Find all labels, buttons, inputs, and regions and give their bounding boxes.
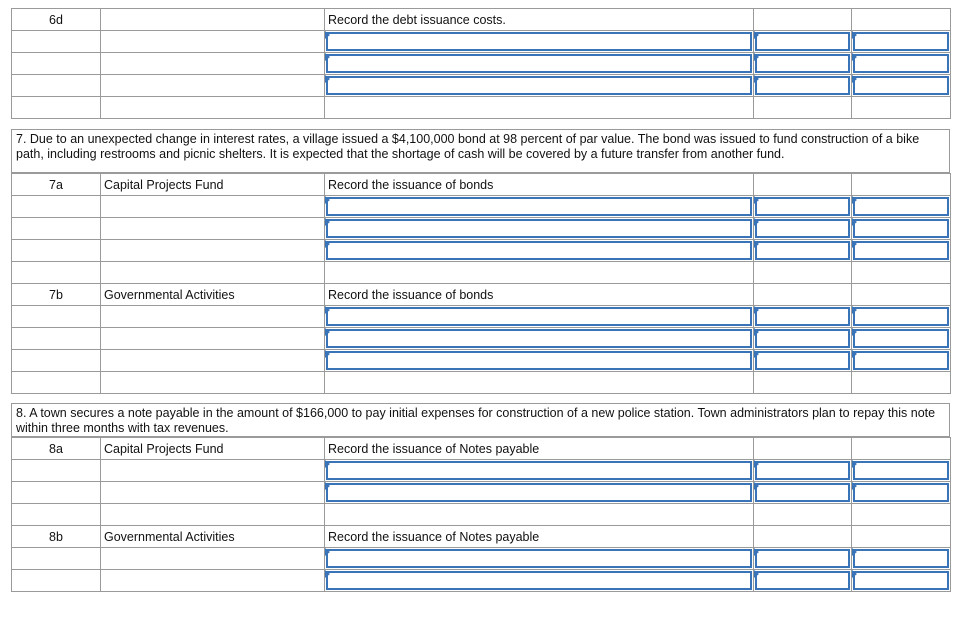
blank-cell: [12, 372, 101, 394]
dropdown-marker-icon: [754, 240, 759, 248]
dropdown-marker-icon: [754, 460, 759, 468]
dropdown-marker-icon: [754, 548, 759, 556]
credit-input[interactable]: [852, 482, 951, 504]
blank-cell: [12, 306, 101, 328]
blank-cell: [101, 504, 325, 526]
dropdown-marker-icon: [325, 460, 330, 468]
dropdown-marker-icon: [325, 350, 330, 358]
blank-cell: [12, 504, 101, 526]
fund-name: Capital Projects Fund: [101, 174, 325, 196]
blank-cell: [101, 262, 325, 284]
dropdown-marker-icon: [754, 570, 759, 578]
dropdown-marker-icon: [852, 53, 857, 61]
dropdown-marker-icon: [754, 306, 759, 314]
blank-cell: [852, 504, 951, 526]
dropdown-marker-icon: [754, 328, 759, 336]
dropdown-marker-icon: [325, 218, 330, 226]
blank-cell: [852, 284, 951, 306]
credit-input[interactable]: [852, 75, 951, 97]
debit-input[interactable]: [754, 548, 852, 570]
blank-cell: [12, 460, 101, 482]
credit-input[interactable]: [852, 570, 951, 592]
account-input[interactable]: [325, 218, 754, 240]
account-input[interactable]: [325, 570, 754, 592]
debit-input[interactable]: [754, 196, 852, 218]
entry-description: Record the issuance of Notes payable: [325, 438, 754, 460]
credit-input[interactable]: [852, 350, 951, 372]
dropdown-marker-icon: [754, 53, 759, 61]
account-input[interactable]: [325, 328, 754, 350]
blank-cell: [101, 196, 325, 218]
table-row: [12, 328, 951, 350]
blank-cell: [101, 306, 325, 328]
blank-cell: [12, 350, 101, 372]
blank-cell: [754, 372, 852, 394]
blank-cell: [12, 328, 101, 350]
dropdown-marker-icon: [852, 196, 857, 204]
dropdown-marker-icon: [754, 218, 759, 226]
debit-input[interactable]: [754, 570, 852, 592]
debit-input[interactable]: [754, 53, 852, 75]
dropdown-marker-icon: [754, 196, 759, 204]
blank-cell: [101, 31, 325, 53]
blank-cell: [325, 372, 754, 394]
debit-input[interactable]: [754, 328, 852, 350]
blank-cell: [852, 97, 951, 119]
table-row: [12, 504, 951, 526]
table-row: [12, 53, 951, 75]
blank-cell: [101, 97, 325, 119]
table-row: [12, 218, 951, 240]
table-row: [12, 548, 951, 570]
credit-input[interactable]: [852, 218, 951, 240]
dropdown-marker-icon: [325, 31, 330, 39]
account-input[interactable]: [325, 306, 754, 328]
table-row: [12, 526, 951, 548]
table-row: [12, 372, 951, 394]
blank-cell: [101, 482, 325, 504]
journal-worksheet: [11, 0, 950, 618]
blank-cell: [852, 372, 951, 394]
problem-8-text: 8. A town secures a note payable in the amount of $166,000 to pay initial expenses for construction of a new police station. Town administrators plan to repay this note within three months with tax revenues.: [11, 403, 950, 437]
problem-7-text: 7. Due to an unexpected change in interest rates, a village issued a $4,100,000 bond at 98 percent of par value. The bond was issued to fund construction of a bike path, including restrooms and picnic shelters. It is expected that the shortage of cash will be covered by a future transfer from another fund.: [11, 129, 950, 173]
table-row: [12, 97, 951, 119]
blank-cell: [12, 570, 101, 592]
dropdown-marker-icon: [754, 75, 759, 83]
dropdown-marker-icon: [754, 31, 759, 39]
debit-input[interactable]: [754, 240, 852, 262]
blank-cell: [754, 504, 852, 526]
dropdown-marker-icon: [325, 570, 330, 578]
fund-name: Governmental Activities: [101, 284, 325, 306]
blank-cell: [325, 262, 754, 284]
blank-cell: [101, 240, 325, 262]
dropdown-marker-icon: [325, 240, 330, 248]
blank-cell: [101, 548, 325, 570]
blank-cell: [754, 526, 852, 548]
entry-id: 8b: [12, 526, 101, 548]
credit-input[interactable]: [852, 306, 951, 328]
account-input[interactable]: [325, 196, 754, 218]
blank-cell: [754, 262, 852, 284]
account-input[interactable]: [325, 53, 754, 75]
table-row: [12, 9, 951, 31]
blank-cell: [12, 548, 101, 570]
blank-cell: [12, 31, 101, 53]
debit-input[interactable]: [754, 460, 852, 482]
blank-cell: [852, 262, 951, 284]
blank-cell: [754, 438, 852, 460]
blank-cell: [852, 438, 951, 460]
credit-input[interactable]: [852, 53, 951, 75]
entry-description: Record the issuance of bonds: [325, 284, 754, 306]
debit-input[interactable]: [754, 350, 852, 372]
dropdown-marker-icon: [852, 75, 857, 83]
blank-cell: [12, 240, 101, 262]
blank-cell: [101, 218, 325, 240]
entry-description: Record the issuance of Notes payable: [325, 526, 754, 548]
debit-input[interactable]: [754, 31, 852, 53]
debit-header-cell: [754, 9, 852, 31]
dropdown-marker-icon: [325, 306, 330, 314]
account-input[interactable]: [325, 548, 754, 570]
account-input[interactable]: [325, 31, 754, 53]
blank-cell: [12, 262, 101, 284]
blank-cell: [12, 75, 101, 97]
table-row: [12, 350, 951, 372]
table-row: [12, 31, 951, 53]
dropdown-marker-icon: [325, 53, 330, 61]
dropdown-marker-icon: [852, 31, 857, 39]
credit-input[interactable]: [852, 240, 951, 262]
account-input[interactable]: [325, 482, 754, 504]
table-row: [12, 240, 951, 262]
credit-input[interactable]: [852, 196, 951, 218]
dropdown-marker-icon: [325, 196, 330, 204]
table-row: [12, 438, 951, 460]
blank-cell: [852, 174, 951, 196]
dropdown-marker-icon: [325, 482, 330, 490]
credit-input[interactable]: [852, 31, 951, 53]
table-row: [12, 75, 951, 97]
entry-id: 6d: [12, 9, 101, 31]
blank-cell: [101, 372, 325, 394]
entry-table-8: [11, 437, 951, 592]
blank-cell: [101, 350, 325, 372]
entry-description: Record the debt issuance costs.: [325, 9, 754, 31]
account-input[interactable]: [325, 240, 754, 262]
account-input[interactable]: [325, 350, 754, 372]
blank-cell: [101, 53, 325, 75]
table-row: [12, 570, 951, 592]
credit-input[interactable]: [852, 548, 951, 570]
dropdown-marker-icon: [325, 328, 330, 336]
blank-cell: [754, 284, 852, 306]
blank-cell: [12, 97, 101, 119]
dropdown-marker-icon: [852, 548, 857, 556]
dropdown-marker-icon: [852, 218, 857, 226]
table-row: [12, 262, 951, 284]
blank-cell: [12, 196, 101, 218]
debit-input[interactable]: [754, 482, 852, 504]
fund-name: [101, 9, 325, 31]
dropdown-marker-icon: [754, 350, 759, 358]
blank-cell: [101, 460, 325, 482]
entry-id: 8a: [12, 438, 101, 460]
blank-cell: [754, 174, 852, 196]
dropdown-marker-icon: [852, 350, 857, 358]
credit-header-cell: [852, 9, 951, 31]
dropdown-marker-icon: [754, 482, 759, 490]
blank-cell: [101, 328, 325, 350]
dropdown-marker-icon: [852, 482, 857, 490]
dropdown-marker-icon: [852, 240, 857, 248]
entry-table-6d: [11, 8, 951, 119]
table-row: [12, 460, 951, 482]
debit-input[interactable]: [754, 75, 852, 97]
dropdown-marker-icon: [852, 460, 857, 468]
dropdown-marker-icon: [325, 548, 330, 556]
blank-cell: [852, 526, 951, 548]
entry-id: 7b: [12, 284, 101, 306]
dropdown-marker-icon: [325, 75, 330, 83]
table-row: [12, 306, 951, 328]
dropdown-marker-icon: [852, 306, 857, 314]
entry-description: Record the issuance of bonds: [325, 174, 754, 196]
table-row: [12, 284, 951, 306]
table-row: [12, 482, 951, 504]
entry-id: 7a: [12, 174, 101, 196]
table-row: [12, 196, 951, 218]
table-row: [12, 174, 951, 196]
debit-input[interactable]: [754, 218, 852, 240]
credit-input[interactable]: [852, 460, 951, 482]
fund-name: Governmental Activities: [101, 526, 325, 548]
blank-cell: [12, 53, 101, 75]
blank-cell: [12, 482, 101, 504]
blank-cell: [12, 218, 101, 240]
debit-input[interactable]: [754, 306, 852, 328]
credit-input[interactable]: [852, 328, 951, 350]
blank-cell: [754, 97, 852, 119]
dropdown-marker-icon: [852, 570, 857, 578]
account-input[interactable]: [325, 75, 754, 97]
blank-cell: [101, 75, 325, 97]
dropdown-marker-icon: [852, 328, 857, 336]
fund-name: Capital Projects Fund: [101, 438, 325, 460]
blank-cell: [325, 504, 754, 526]
account-input[interactable]: [325, 460, 754, 482]
entry-table-7a: [11, 173, 951, 394]
blank-cell: [101, 570, 325, 592]
blank-cell: [325, 97, 754, 119]
